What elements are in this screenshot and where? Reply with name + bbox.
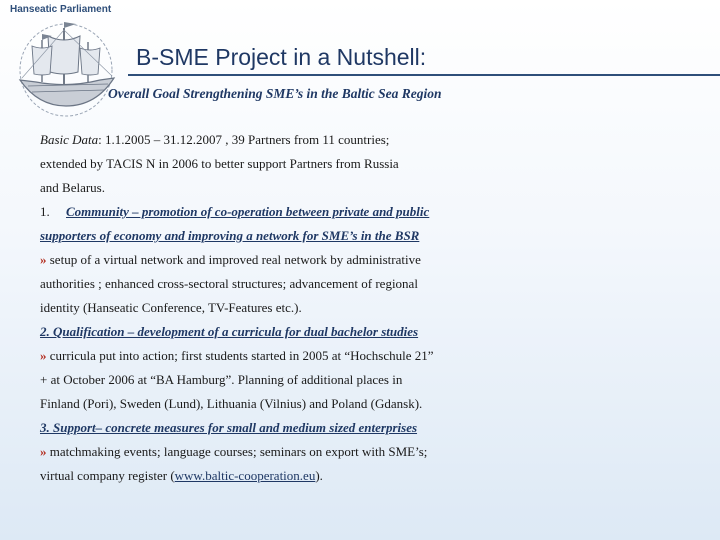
section-heading-text: 2. Qualification – development of a curricula for dual bachelor studies (40, 324, 419, 339)
section-1-heading (40, 224, 510, 248)
section-heading-text: Community – promotion of co-operation between private and public (66, 204, 430, 219)
content-body (40, 128, 510, 488)
section-1-line (40, 248, 510, 272)
section-text: ). (315, 468, 323, 483)
basic-data-label: Basic Data (40, 132, 99, 147)
section-1-line: identity (Hanseatic Conference, TV-Features etc.). (40, 300, 302, 315)
basic-data-line: and Belarus. (40, 180, 105, 195)
section-1-heading (40, 200, 510, 224)
bullet-arrow-icon: » (40, 252, 47, 267)
hanseatic-ship-logo (8, 14, 126, 122)
section-text: virtual company register ( (40, 468, 175, 483)
section-text: matchmaking events; language courses; seminars on export with SME’s; (49, 444, 428, 459)
section-2-line: + at October 2006 at “BA Hamburg”. Planning of additional places in (40, 372, 403, 387)
overall-goal: Overall Goal Strengthening SME’s in the Baltic Sea Region (108, 86, 442, 101)
section-3-heading (40, 416, 510, 440)
section-3-line (40, 464, 510, 488)
page-title: B-SME Project in a Nutshell: (136, 44, 427, 70)
basic-data-text: : 1.1.2005 – 31.12.2007 , 39 Partners from 11 countries; (98, 132, 390, 147)
section-heading-text: 3. Support– concrete measures for small and medium sized enterprises (40, 420, 418, 435)
basic-data-line: extended by TACIS N in 2006 to better support Partners from Russia (40, 156, 399, 171)
bullet-arrow-icon: » (40, 348, 47, 363)
section-text: setup of a virtual network and improved real network by administrative (49, 252, 421, 267)
title-divider (128, 74, 720, 76)
basic-data-line (40, 128, 510, 152)
bullet-arrow-icon: » (40, 444, 47, 459)
section-heading-text: supporters of economy and improving a network for SME’s in the BSR (40, 228, 420, 243)
section-2-line: Finland (Pori), Sweden (Lund), Lithuania (Vilnius) and Poland (Gdansk). (40, 396, 423, 411)
section-1-line: authorities ; enhanced cross-sectoral structures; advancement of regional (40, 276, 418, 291)
section-2-line (40, 344, 510, 368)
section-number: 1. (40, 204, 50, 219)
section-text: curricula put into action; first students started in 2005 at “Hochschule 21” (49, 348, 434, 363)
baltic-cooperation-link[interactable]: www.baltic-cooperation.eu (174, 468, 316, 483)
section-2-heading (40, 320, 510, 344)
organization-name: Hanseatic Parliament (10, 4, 112, 15)
section-3-line (40, 440, 510, 464)
